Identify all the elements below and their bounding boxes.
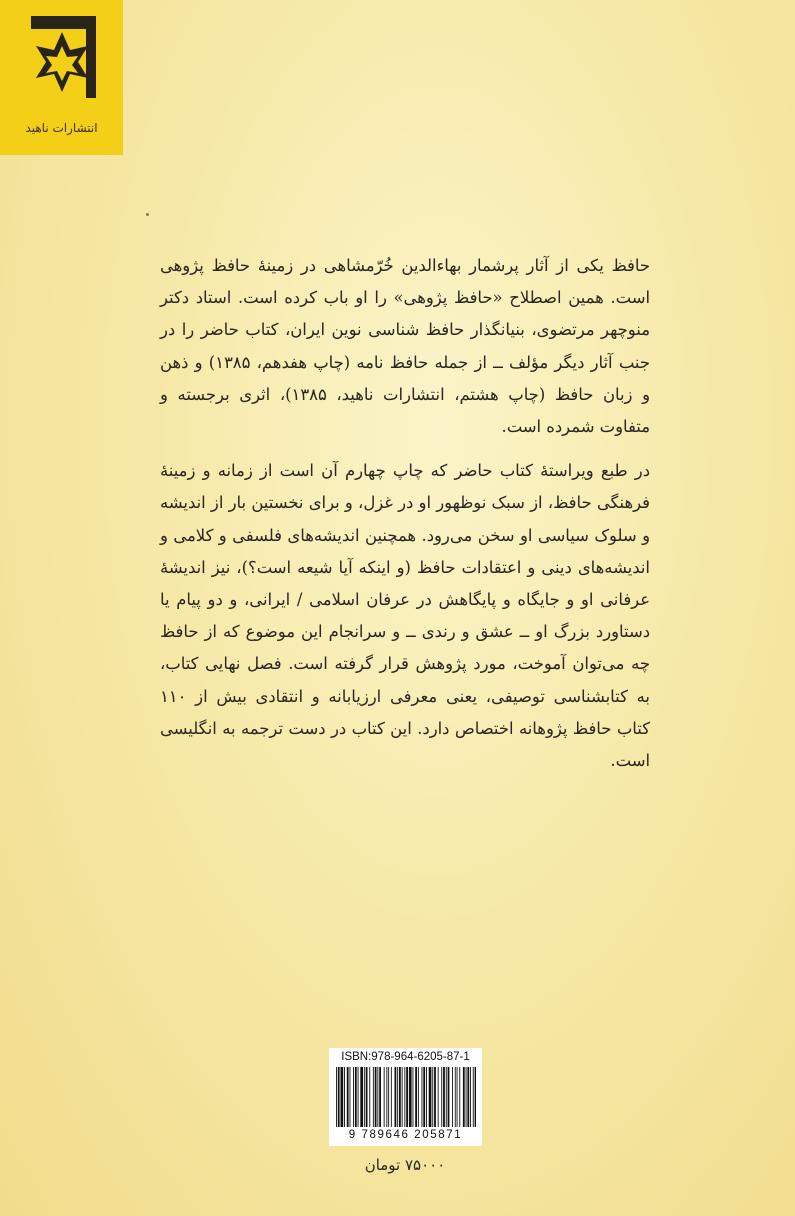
isbn-barcode (329, 1048, 482, 1146)
publisher-name: انتشارات ناهید (25, 121, 98, 135)
eight-pointed-star-icon (20, 12, 104, 112)
blurb-paragraph-1: حافظ یکی از آثار پرشمار بهاءالدین خُرّمشاهی در زمینهٔ حافظ پژوهی است. همین اصطلاح «حافظ پژوهی» را او باب کرده است. استاد دکتر منوچهر مرتضوی، بنیانگذار حافظ شناسی نوین ایران، کتاب حاضر را در جنب آثار دیگر مؤلف ــ از جمله حافظ نامه (چاپ هفدهم، ۱۳۸۵) و ذهن و زبان حافظ (چاپ هشتم، انتشارات ناهید، ۱۳۸۵)، اثری برجسته و متفاوت شمرده است. (160, 256, 651, 437)
barcode-bars (335, 1067, 476, 1127)
ink-dot (146, 213, 149, 216)
barcode-digits: 9 789646 205871 (348, 1129, 463, 1141)
price-label: ۷۵۰۰۰ تومان (364, 1156, 446, 1174)
isbn-number: ISBN:978-964-6205-87-1 (341, 1051, 470, 1063)
back-cover-blurb (160, 250, 650, 777)
publisher-logo (0, 0, 123, 155)
blurb-paragraph-2: در طبع ویراستهٔ کتاب حاضر که چاپ چهارم آن است از زمانه و زمینهٔ فرهنگی حافظ، از سبک نوظهور او در غزل، و برای نخستین بار از اندیشه و سلوک سیاسی او سخن می‌رود. همچنین اندیشه‌های فلسفی و کلامی و اندیشه‌های دینی و اعتقادات حافظ (و اینکه آیا شیعه است؟)، نیز اندیشهٔ عرفانی او و جایگاه و پایگاهش در عرفان اسلامی / ایرانی، و دو پیام یا دستاورد بزرگ او ــ عشق و رندی ــ و سرانجام این موضوع که از حافظ چه می‌توان آموخت، مورد پژوهش قرار گرفته است. فصل نهایی کتاب، به کتابشناسی توصیفی، یعنی معرفی ارزیابانه و انتقادی بیش از ۱۱۰ کتاب حافظ پژوهانه اختصاص دارد. این کتاب در دست ترجمه به انگلیسی است. (160, 461, 650, 771)
